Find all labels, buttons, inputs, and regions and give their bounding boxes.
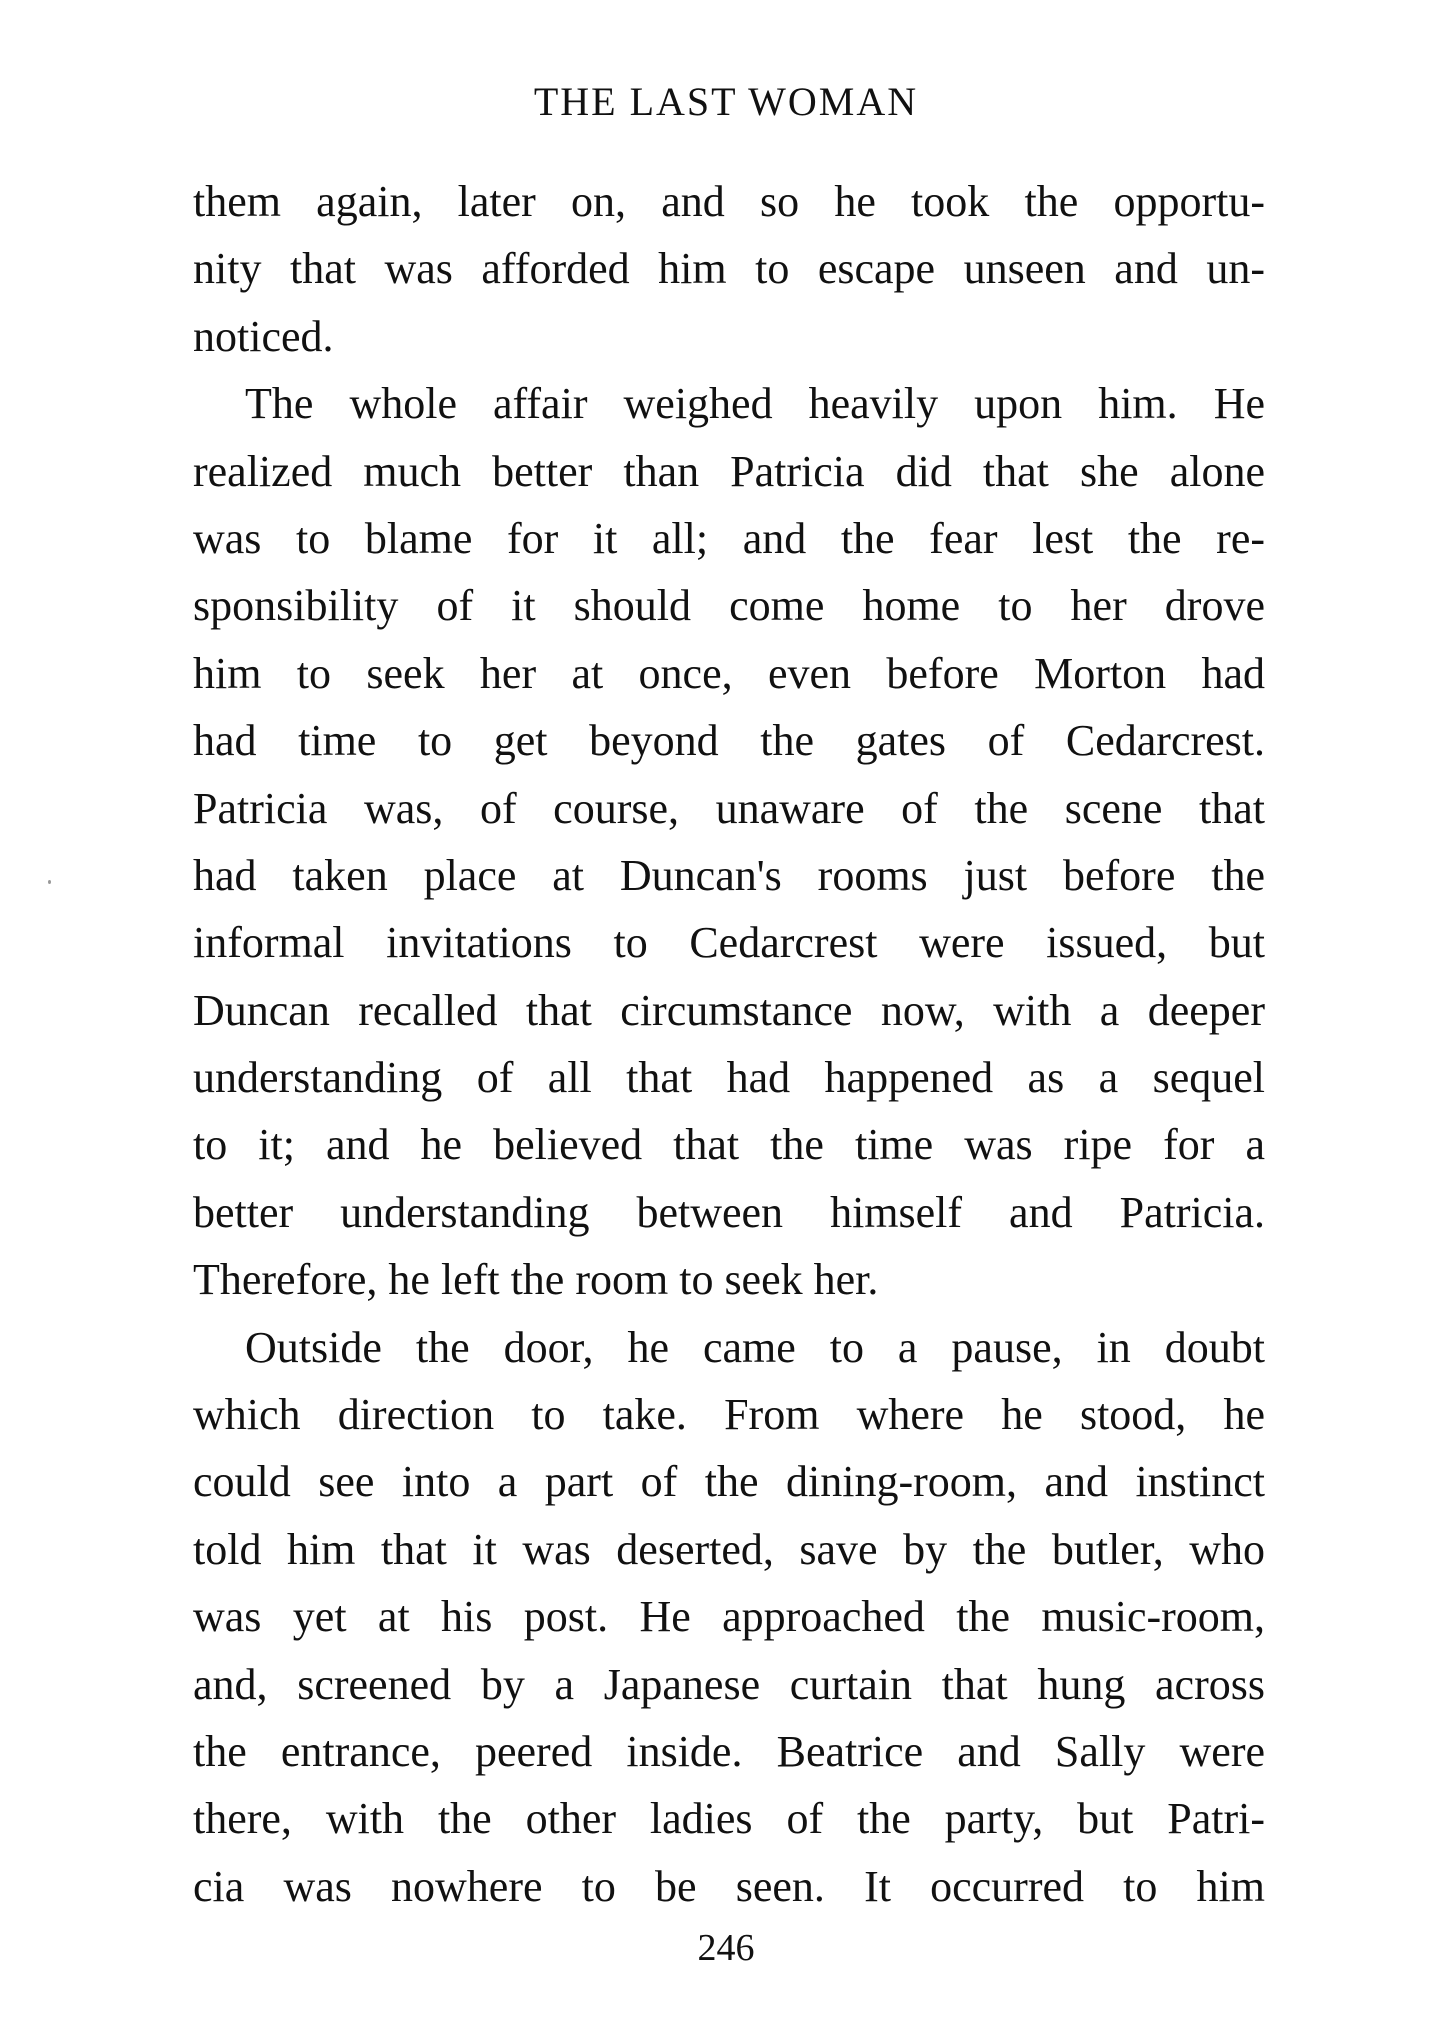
text-line: could see into a part of the dining-room, and instinct <box>193 1457 1265 1507</box>
text-line: understanding of all that had happened as a sequel <box>193 1053 1265 1103</box>
text-line: the entrance, peered inside. Beatrice and Sally were <box>193 1726 1265 1776</box>
text-line: there, with the other ladies of the party, but Patri- <box>193 1794 1265 1844</box>
text-line: sponsibility of it should come home to her drove <box>193 581 1265 631</box>
text-line: and, screened by a Japanese curtain that hung across <box>193 1659 1265 1709</box>
text-line: them again, later on, and so he took the opportu- <box>193 177 1265 226</box>
text-line: which direction to take. From where he stood, he <box>193 1390 1265 1440</box>
text-line: The whole affair weighed heavily upon him. He <box>245 379 1265 429</box>
text-line: noticed. <box>193 311 334 361</box>
text-line: better understanding between himself and Patricia. <box>193 1187 1265 1237</box>
text-line: was to blame for it all; and the fear lest the re- <box>193 513 1265 563</box>
text-line: informal invitations to Cedarcrest were issued, but <box>193 918 1265 968</box>
text-line: had taken place at Duncan's rooms just before the <box>193 850 1265 900</box>
text-line: Duncan recalled that circumstance now, with a deeper <box>193 985 1265 1035</box>
text-line: to it; and he believed that the time was ripe for a <box>193 1120 1265 1170</box>
text-line: realized much better than Patricia did that she alone <box>193 446 1265 496</box>
text-line: Outside the door, he came to a pause, in doubt <box>245 1322 1265 1372</box>
text-line: Patricia was, of course, unaware of the scene that <box>193 783 1265 833</box>
text-line: had time to get beyond the gates of Cedarcrest. <box>193 716 1265 766</box>
text-line: cia was nowhere to be seen. It occurred to him <box>193 1861 1265 1911</box>
text-line: nity that was afforded him to escape unseen and un- <box>193 244 1265 294</box>
text-line: him to seek her at once, even before Morton had <box>193 648 1265 698</box>
paper-speck <box>48 880 51 884</box>
page-number: 246 <box>697 1927 755 1969</box>
text-line: was yet at his post. He approached the music-room, <box>193 1592 1265 1642</box>
running-head: THE LAST WOMAN <box>533 79 919 124</box>
body-text <box>193 168 1265 1920</box>
text-line: Therefore, he left the room to seek her. <box>193 1255 879 1305</box>
text-line: told him that it was deserted, save by the butler, who <box>193 1524 1265 1574</box>
